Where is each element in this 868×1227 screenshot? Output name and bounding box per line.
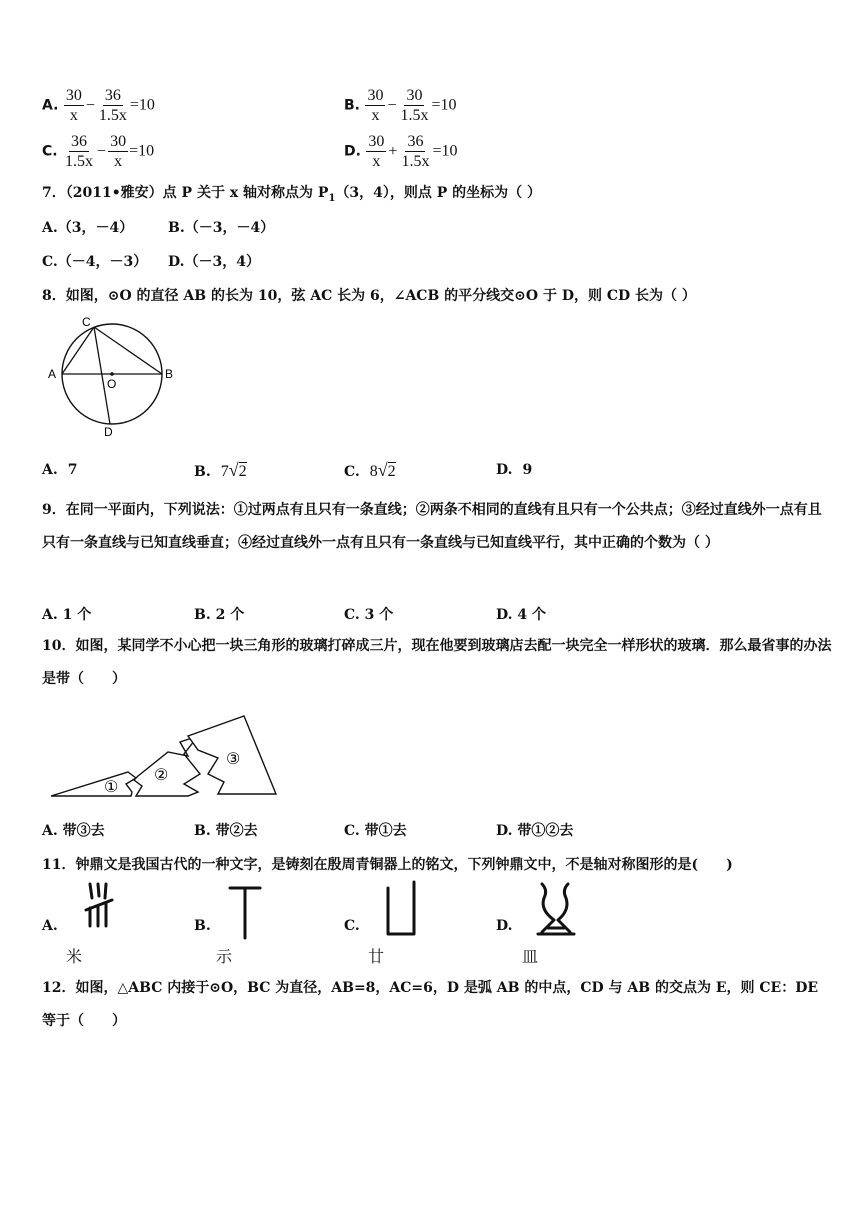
q6-option-a[interactable]: A. $\frac{30}{x}$ − $\frac{36}{1.5x}$ =10 <box>42 87 155 124</box>
q8-option-a[interactable]: A. 7 <box>42 462 78 478</box>
fraction: $\frac{30}{x}$ <box>110 133 127 170</box>
q7-option-c[interactable]: C.（－4，－3） <box>42 254 148 270</box>
q10-option-c[interactable]: C. 带①去 <box>344 823 407 839</box>
q11-option-d[interactable]: D. <box>496 918 513 934</box>
q8-option-c[interactable]: C. 8√2 <box>344 460 396 480</box>
fraction: $\frac{30}{x}$ <box>65 87 82 124</box>
label-a: A <box>48 367 57 381</box>
label-d: D <box>104 425 113 439</box>
label-piece-3: ③ <box>226 749 241 768</box>
q11-option-b[interactable]: B. <box>194 918 211 934</box>
chord-cb <box>94 327 162 374</box>
q10-broken-glass-figure <box>48 712 288 802</box>
fraction: $\frac{36}{1.5x}$ <box>98 87 127 124</box>
q11-option-a[interactable]: A. <box>42 918 58 934</box>
label-o: O <box>107 377 117 391</box>
q6-option-d[interactable]: D. $\frac{30}{x}$ + $\frac{36}{1.5x}$ =10 <box>344 133 458 170</box>
q11-caption-c: 廿 <box>368 947 385 966</box>
option-letter: D. <box>344 143 361 160</box>
q11-glyph-c <box>382 880 422 940</box>
q10-option-a[interactable]: A. 带③去 <box>42 823 105 839</box>
option-letter: C. <box>42 143 58 160</box>
chord-cd <box>94 327 110 424</box>
q10-option-b[interactable]: B. 带②去 <box>194 823 258 839</box>
sqrt-sign: √ <box>377 460 388 480</box>
fraction: $\frac{36}{1.5x}$ <box>401 133 430 170</box>
q9-option-b[interactable]: B. 2 个 <box>194 607 245 623</box>
q9-option-a[interactable]: A. 1 个 <box>42 607 92 623</box>
piece-1 <box>51 772 136 796</box>
q11-caption-d: 皿 <box>522 947 539 966</box>
q11-glyph-a <box>82 880 122 930</box>
q10-stem: 10．如图，某同学不小心把一块三角形的玻璃打碎成三片，现在他要到玻璃店去配一块完全一样形状的玻璃．那么最省事的办法是带（ ） <box>42 638 832 687</box>
q11-caption-b: 示 <box>216 947 233 966</box>
label-b: B <box>165 367 174 381</box>
fraction: $\frac{30}{x}$ <box>367 87 384 124</box>
chord-ac <box>62 327 94 374</box>
q8-option-b[interactable]: B. 7√2 <box>194 460 247 480</box>
q9-stem: 9．在同一平面内，下列说法：①过两点有且只有一条直线；②两条不相同的直线有且只有一个公共点；③经过直线外一点有且只有一条直线与已知直线垂直；④经过直线外一点有且只有一条直线与已知直线平行，其中正确的个数为（ ） <box>42 502 822 551</box>
q8-circle-figure <box>44 312 184 442</box>
sqrt-sign: √ <box>228 460 239 480</box>
label-piece-1: ① <box>104 777 119 796</box>
q9-option-c[interactable]: C. 3 个 <box>344 607 394 623</box>
q10-option-d[interactable]: D. 带①②去 <box>496 823 574 839</box>
q6-option-b[interactable]: B. $\frac{30}{x}$ − $\frac{30}{1.5x}$ =10 <box>344 87 457 124</box>
q11-caption-a: 米 <box>66 947 83 966</box>
option-letter: A. <box>42 97 59 114</box>
q11-glyph-d <box>532 880 582 940</box>
fraction: $\frac{30}{x}$ <box>368 133 385 170</box>
label-piece-2: ② <box>154 765 169 784</box>
option-letter: B. <box>344 97 360 114</box>
q11-glyph-b <box>226 882 266 942</box>
q7-option-d[interactable]: D.（－3，4） <box>168 254 260 270</box>
q8-stem: 8．如图，⊙O 的直径 AB 的长为 10，弦 AC 长为 6，∠ACB 的平分线交⊙O 于 D，则 CD 长为（ ） <box>42 288 696 304</box>
q9-option-d[interactable]: D. 4 个 <box>496 607 547 623</box>
q7-stem: 7．（2011•雅安）点 P 关于 x 轴对称点为 $P_1(3$，4），则点 P 的坐标为（ ） <box>42 185 542 204</box>
q8-option-d[interactable]: D. 9 <box>496 462 533 478</box>
q11-stem: 11．钟鼎文是我国古代的一种文字，是铸刻在殷周青铜器上的铭文，下列钟鼎文中，不是轴对称图形的是( ) <box>42 857 733 873</box>
q11-option-c[interactable]: C. <box>344 918 360 934</box>
fraction: $\frac{36}{1.5x}$ <box>65 133 94 170</box>
q7-option-a[interactable]: A.（3，－4） <box>42 220 134 236</box>
q12-stem: 12．如图，△ABC 内接于⊙O，BC 为直径，AB=8，AC=6，D 是弧 AB 的中点，CD 与 AB 的交点为 E，则 CE：DE 等于（ ） <box>42 980 819 1029</box>
fraction: $\frac{30}{1.5x}$ <box>400 87 429 124</box>
q6-option-c[interactable]: C. $\frac{36}{1.5x}$ − $\frac{30}{x}$ =10 <box>42 133 155 170</box>
center-point <box>110 372 114 376</box>
q7-option-b[interactable]: B.（－3，－4） <box>168 220 275 236</box>
label-c: C <box>82 315 91 329</box>
